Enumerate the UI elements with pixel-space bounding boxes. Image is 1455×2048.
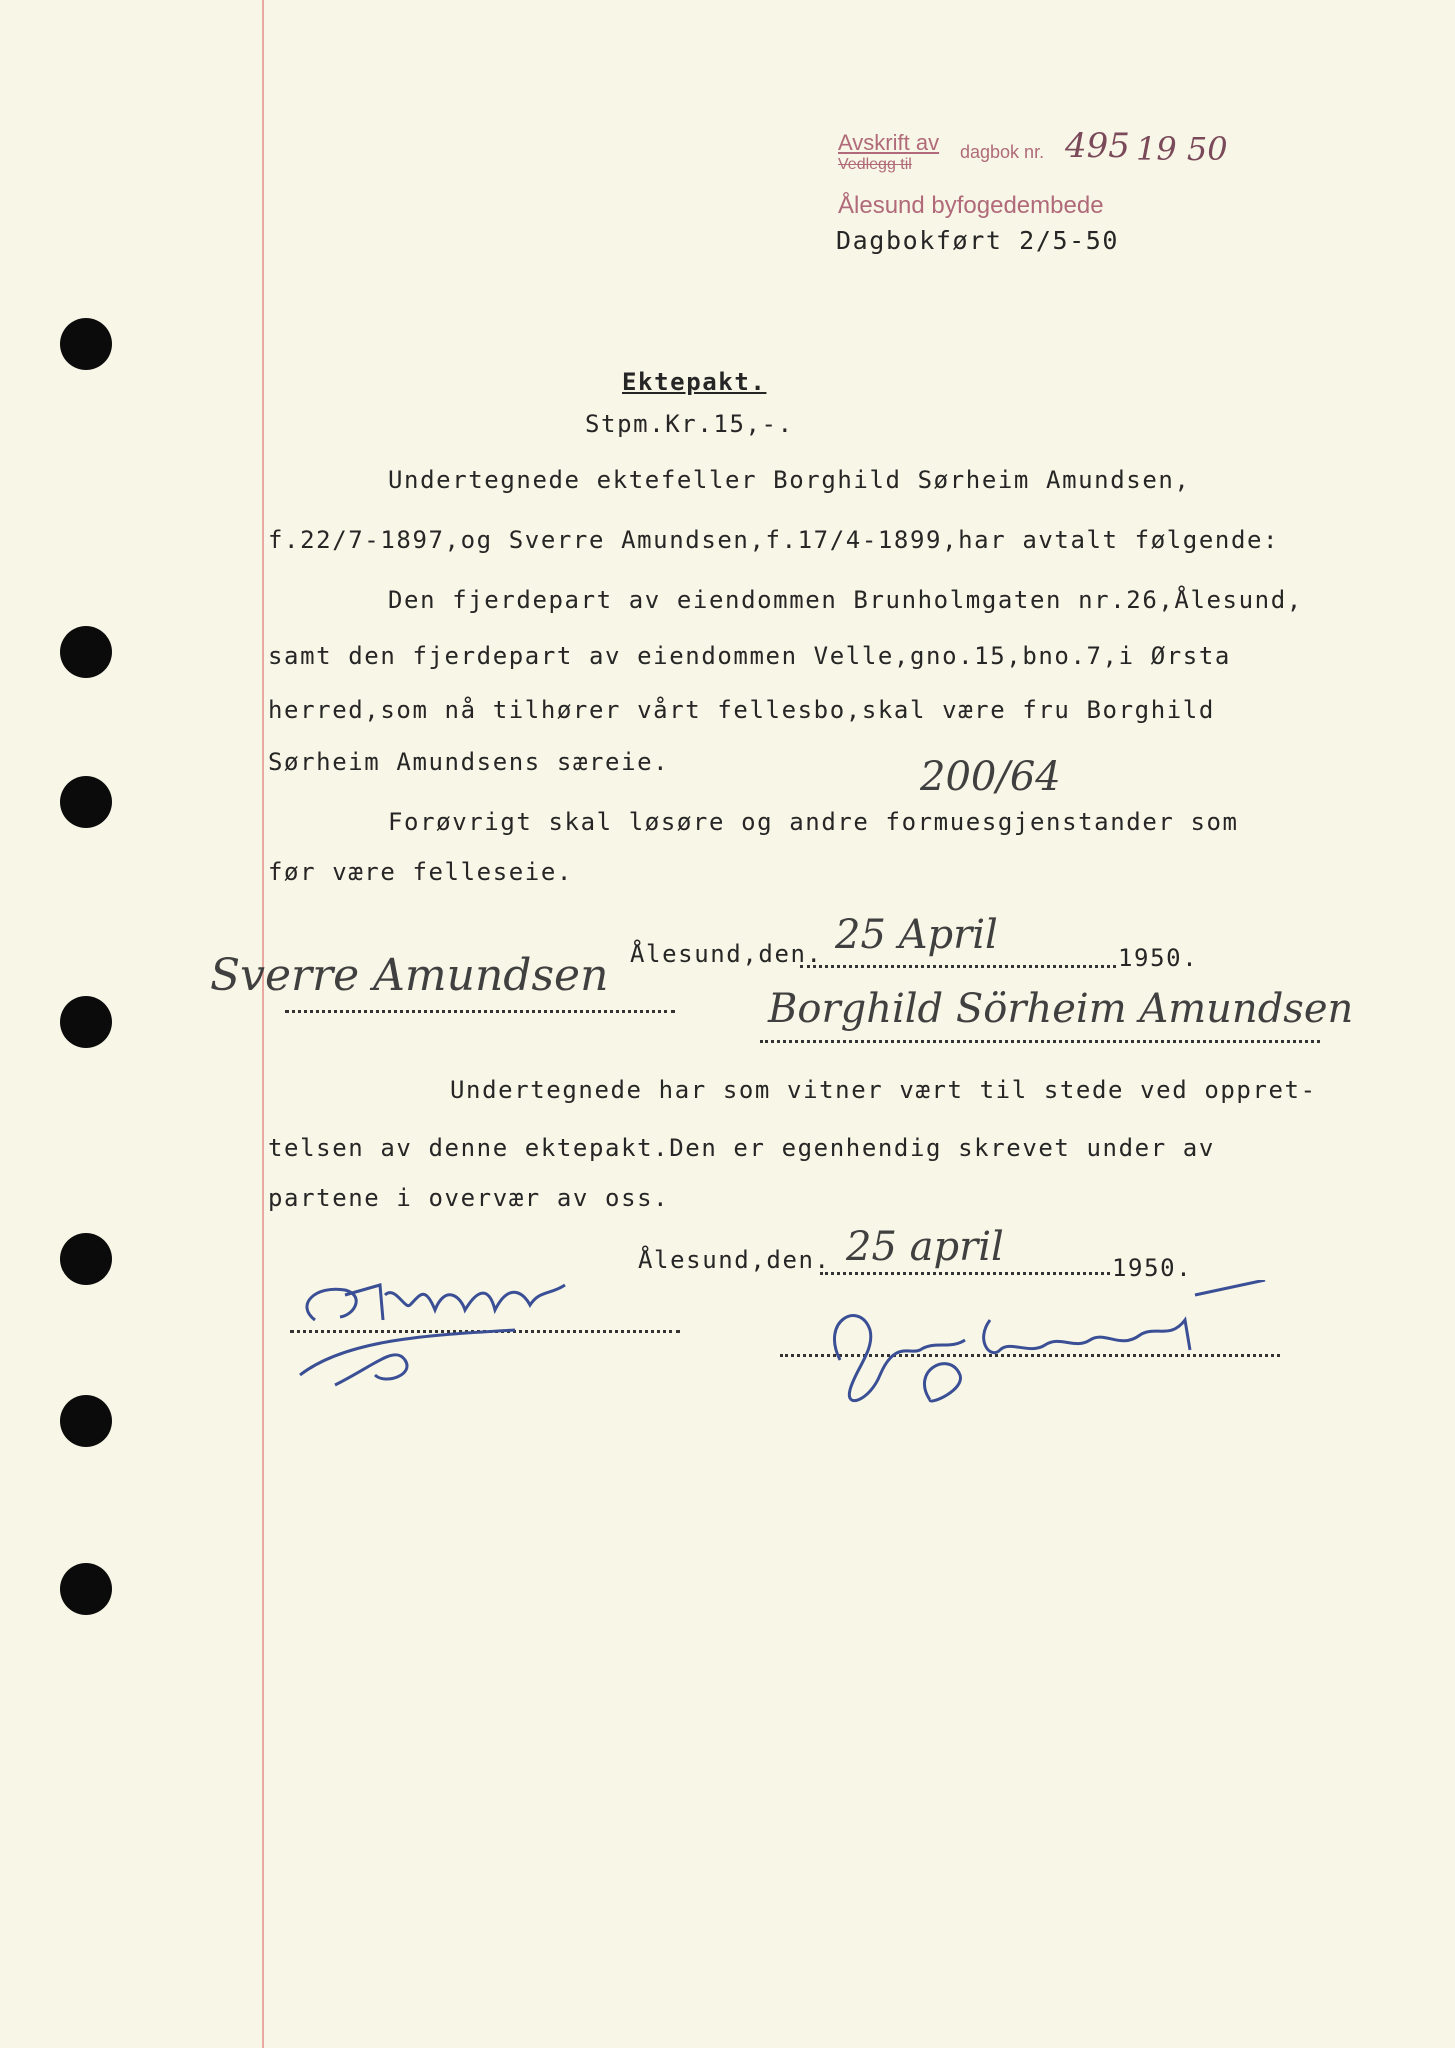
witness-signature-left [285, 1225, 615, 1395]
margin-rule [262, 0, 264, 2048]
entry-note: Dagbokført 2/5-50 [836, 226, 1120, 255]
punch-hole [60, 996, 112, 1048]
stamp-vedlegg: Vedlegg til [838, 156, 912, 173]
stamp-avskrift: Avskrift av [838, 130, 940, 155]
body-line: herred,som nå tilhører vårt fellesbo,skal være fru Borghild [268, 696, 1215, 724]
punch-hole [60, 776, 112, 828]
stamp-number: 495 [1065, 126, 1130, 166]
place-date-year: 1950. [1118, 944, 1199, 972]
witness-line: partene i overvær av oss. [268, 1184, 670, 1212]
punch-hole [60, 318, 112, 370]
punch-hole [60, 1233, 112, 1285]
body-line: Den fjerdepart av eiendommen Brunholmgaten nr.26,Ålesund, [388, 586, 1303, 614]
punch-hole [60, 1395, 112, 1447]
witness-line: Undertegnede har som vitner vært til stede ved oppret- [450, 1076, 1317, 1104]
signature-line [760, 1040, 1320, 1043]
witness-signature-right [800, 1280, 1280, 1420]
witness-line: telsen av denne ektepakt.Den er egenhendig skrevet under av [268, 1134, 1215, 1162]
stamp-fee: Stpm.Kr.15,-. [585, 410, 794, 438]
punch-hole [60, 1563, 112, 1615]
date-dots [820, 1272, 1110, 1275]
margin-note: 200/64 [920, 754, 1061, 800]
body-line: før være felleseie. [268, 858, 573, 886]
signature-borghild: Borghild Sörheim Amundsen [768, 986, 1354, 1032]
place-date-prefix: Ålesund,den. [630, 940, 823, 968]
body-line: f.22/7-1897,og Sverre Amundsen,f.17/4-1899,har avtalt følgende: [268, 526, 1280, 554]
body-line: Undertegnede ektefeller Borghild Sørheim Amundsen, [388, 466, 1191, 494]
handwritten-date: 25 April [835, 912, 998, 958]
stamp-dagbok: dagbok nr. [960, 142, 1045, 162]
body-line: Sørheim Amundsens særeie. [268, 748, 670, 776]
stamp-office: Ålesund byfogedembede [838, 192, 1104, 219]
signature-sverre: Sverre Amundsen [210, 950, 609, 1001]
place-date-prefix: Ålesund,den. [638, 1246, 831, 1274]
stamp-year: 19 50 [1136, 130, 1228, 168]
place-date-year: 1950. [1112, 1254, 1193, 1282]
body-line: samt den fjerdepart av eiendommen Velle,gno.15,bno.7,i Ørsta [268, 642, 1231, 670]
body-line: Forøvrigt skal løsøre og andre formuesgjenstander som [388, 808, 1239, 836]
date-dots [800, 965, 1116, 968]
document-title: Ektepakt. [622, 368, 767, 396]
handwritten-date: 25 april [846, 1224, 1004, 1270]
punch-hole [60, 626, 112, 678]
signature-line [285, 1010, 675, 1013]
